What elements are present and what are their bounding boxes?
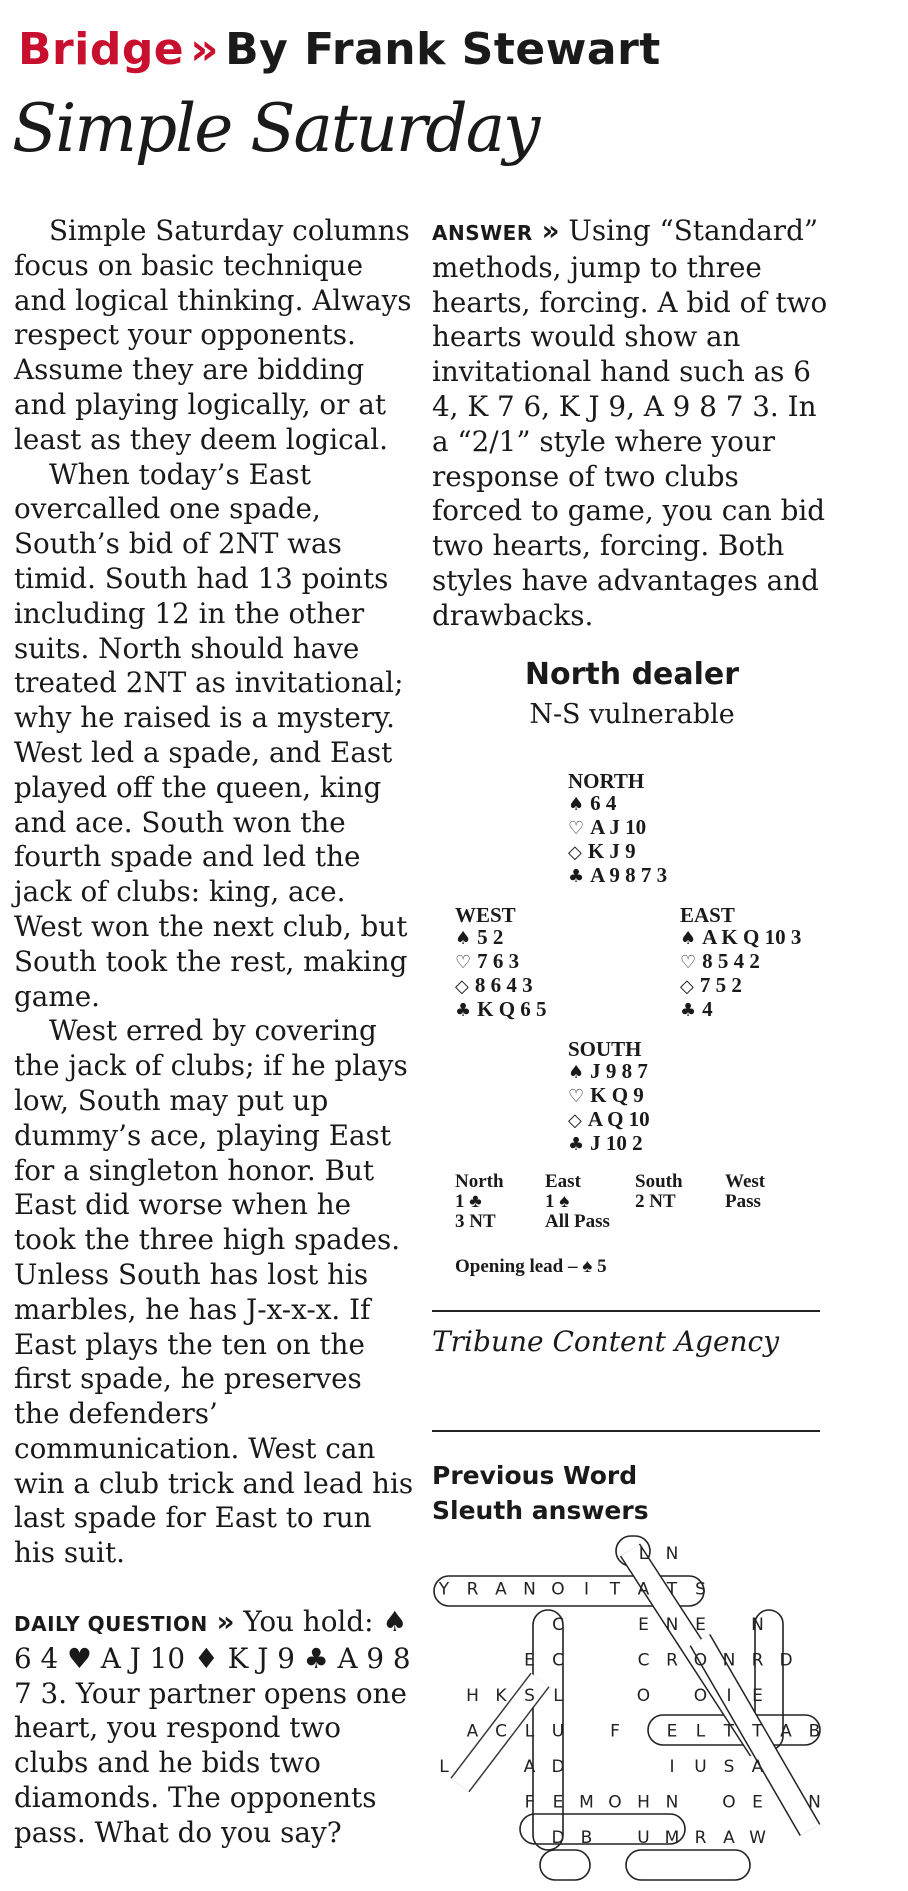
divider [432, 1430, 820, 1432]
clubs-holding: 4 [702, 997, 713, 1021]
puzzle-letter: N [808, 1792, 821, 1813]
diamond-icon: ◇ [568, 1110, 582, 1131]
section-label: Bridge [18, 24, 185, 75]
puzzle-letter: A [723, 1828, 735, 1848]
hand-north [568, 770, 667, 888]
header [12, 22, 661, 167]
word-sleuth-grid [430, 1530, 830, 1891]
auction-bid [725, 1212, 815, 1232]
answer [432, 214, 832, 634]
hand-south [568, 1038, 650, 1156]
word-sleuth-title-line2: Sleuth answers [432, 1496, 649, 1525]
heart-icon: ♡ [568, 818, 585, 839]
spades-holding: J 9 8 7 [590, 1059, 648, 1083]
question-chevron: » [216, 1605, 235, 1639]
auction-header: South [635, 1171, 683, 1192]
auction-header: North [455, 1171, 504, 1192]
auction-row [455, 1192, 815, 1212]
puzzle-letters [438, 1544, 821, 1848]
spades-holding: 6 4 [590, 791, 617, 815]
paragraph-3: West erred by covering the jack of clubs; if he plays low, South may put up dummy’s ace, playing East for a singleton honor. But East did worse when he took the three high spades. Unless South has lost his marbles, he has J-x-x-x. If East plays the ten on the first spade, he preserves the defenders’ communication. West can win a club trick and lead his last spade for East to run his suit. [14, 1014, 414, 1570]
auction-header: West [725, 1171, 766, 1192]
puzzle-letter: E [752, 1686, 763, 1706]
clubs-holding: A 9 8 7 3 [590, 863, 668, 887]
vulnerability: N-S vulnerable [529, 699, 735, 730]
club-icon: ♣ [455, 1000, 472, 1021]
puzzle-letter: D [551, 1757, 565, 1777]
puzzle-letter: A [466, 1721, 479, 1742]
puzzle-letter: H [637, 1792, 650, 1813]
puzzle-letter: B [808, 1721, 821, 1742]
puzzle-letter: E [638, 1615, 649, 1635]
puzzle-letter: E [666, 1721, 678, 1742]
answer-loop [626, 1850, 750, 1880]
auction-row [455, 1212, 815, 1232]
puzzle-letter: U [551, 1721, 565, 1742]
puzzle-letter: D [551, 1828, 565, 1848]
auction-bid: 2 NT [635, 1191, 676, 1212]
heart-icon: ♡ [455, 952, 472, 973]
hand-east [680, 904, 801, 1022]
diamonds-holding: 8 6 4 3 [474, 973, 533, 997]
question-text: You hold: ♠ 6 4 ♥ A J 10 ♦ K J 9 ♣ A 9 8 7 3. Your partner opens one heart, you respond two clubs and he bids two diamonds. The opponents pass. What do you say? [14, 1605, 411, 1849]
puzzle-letter: F [610, 1721, 620, 1742]
diamond-icon: ◇ [680, 976, 694, 997]
puzzle-letter: L [638, 1544, 649, 1564]
puzzle-letter: H [466, 1686, 479, 1706]
puzzle-letter: M [579, 1792, 594, 1813]
hearts-holding: 8 5 4 2 [702, 949, 760, 973]
puzzle-letter: O [551, 1579, 565, 1600]
auction-bid: 1 ♣ [455, 1191, 482, 1212]
puzzle-letter: N [751, 1615, 764, 1635]
heart-icon: ♡ [568, 1086, 585, 1107]
puzzle-letter: O [693, 1686, 708, 1706]
diamond-icon: ◇ [568, 842, 582, 863]
puzzle-letter: L [524, 1721, 535, 1742]
answer-loop [540, 1850, 590, 1880]
puzzle-letter: C [552, 1650, 564, 1671]
puzzle-letter: A [637, 1579, 650, 1600]
kicker [18, 22, 661, 78]
club-icon: ♣ [568, 866, 585, 887]
puzzle-letter: C [495, 1721, 507, 1742]
page-title: Simple Saturday [12, 90, 539, 167]
puzzle-letter: R [694, 1828, 707, 1848]
puzzle-letter: C [637, 1650, 650, 1671]
opening-lead: Opening lead – ♠ 5 [455, 1256, 607, 1277]
hand-west [455, 904, 547, 1022]
deal-info [432, 655, 832, 733]
puzzle-letter: A [751, 1757, 764, 1777]
auction-bid: 3 NT [455, 1211, 496, 1232]
puzzle-letter: R [751, 1650, 764, 1671]
puzzle-letter: I [669, 1757, 675, 1777]
puzzle-letter: N [665, 1544, 679, 1564]
puzzle-letter: E [524, 1650, 535, 1671]
diamonds-holding: K J 9 [587, 839, 636, 863]
puzzle-letter: O [693, 1650, 708, 1671]
puzzle-letter: U [694, 1757, 707, 1777]
puzzle-letter: F [524, 1792, 535, 1813]
puzzle-letter: N [665, 1615, 679, 1635]
spade-icon: ♠ [455, 928, 472, 949]
answer-chevron: » [541, 214, 560, 247]
paragraph-2: When today’s East overcalled one spade, South’s bid of 2NT was timid. South had 13 points including 12 in the other suits. North should have treated 2NT as invitational; why he raised is a mystery. West led a spade, and East played off the queen, king and ace. South won the fourth spade and led the jack of clubs: king, ace. West won the next club, but South took the rest, making game. [14, 457, 408, 1013]
auction-header-row [455, 1172, 815, 1192]
divider [432, 1310, 820, 1312]
puzzle-letter: I [726, 1686, 732, 1706]
answer-text: Using “Standard” methods, jump to three hearts, forcing. A bid of two hearts would show an invitational hand such as 6 4, K 7 6, K J 9, A 9 8 7 3. In a “2/1” style where your response of two clubs forced to game, you can bid two hearts, forcing. Both styles have advantages and drawbacks. [432, 214, 828, 632]
word-sleuth-title-line1: Previous Word [432, 1461, 638, 1490]
byline: By Frank Stewart [225, 24, 661, 75]
hand-label: WEST [455, 903, 516, 927]
puzzle-letter: N [722, 1650, 736, 1671]
puzzle-letter: L [439, 1757, 449, 1777]
hearts-holding: 7 6 3 [477, 949, 520, 973]
auction-table [455, 1172, 815, 1232]
puzzle-letter: T [723, 1721, 735, 1742]
puzzle-letter: W [749, 1828, 766, 1848]
hand-label: EAST [680, 903, 735, 927]
puzzle-letter: I [583, 1579, 590, 1600]
heart-icon: ♡ [680, 952, 697, 973]
diamond-icon: ◇ [455, 976, 469, 997]
puzzle-letter: C [552, 1615, 564, 1635]
clubs-holding: K Q 6 5 [477, 997, 547, 1021]
word-sleuth-title [432, 1458, 649, 1528]
answer-loop [520, 1814, 685, 1844]
puzzle-letter: S [723, 1757, 735, 1777]
answer-loop [530, 1550, 640, 1690]
paragraph-1: Simple Saturday columns focus on basic technique and logical thinking. Always respect your opponents. Assume they are bidding and playing logically, or at least as they deem logical. [14, 214, 412, 456]
puzzle-letter: O [636, 1686, 651, 1706]
puzzle-letter: A [523, 1757, 536, 1777]
hand-label: SOUTH [568, 1037, 642, 1061]
dealer: North dealer [524, 657, 740, 692]
puzzle-letter: E [752, 1792, 763, 1813]
puzzle-letter: Y [438, 1579, 450, 1600]
question-heading: DAILY QUESTION [14, 1612, 208, 1637]
puzzle-letter: T [666, 1579, 678, 1600]
puzzle-letter: M [664, 1828, 680, 1848]
puzzle-letter: O [722, 1792, 736, 1813]
puzzle-letter: T [752, 1721, 763, 1742]
puzzle-letter: T [609, 1579, 621, 1600]
puzzle-letter: N [523, 1579, 536, 1600]
hearts-holding: K Q 9 [590, 1083, 644, 1107]
auction-bid: All Pass [545, 1211, 610, 1232]
puzzle-letter: S [695, 1579, 706, 1600]
auction-bid [635, 1212, 725, 1232]
article-left-column [14, 214, 414, 1851]
auction-bid: 1 ♠ [545, 1191, 570, 1212]
daily-question [14, 1605, 414, 1851]
puzzle-letter: D [779, 1650, 793, 1671]
puzzle-letter: K [495, 1686, 507, 1706]
puzzle-letter: E [552, 1792, 564, 1813]
article-right-column [432, 214, 832, 634]
credit: Tribune Content Agency [432, 1325, 780, 1358]
clubs-holding: J 10 2 [590, 1131, 643, 1155]
puzzle-letter: A [780, 1721, 792, 1742]
puzzle-letter: B [580, 1828, 593, 1848]
diamonds-holding: A Q 10 [587, 1107, 650, 1131]
puzzle-letter: S [524, 1686, 535, 1706]
spades-holding: A K Q 10 3 [702, 925, 802, 949]
club-icon: ♣ [680, 1000, 697, 1021]
puzzle-letter: R [466, 1579, 479, 1600]
puzzle-letter: U [637, 1828, 650, 1848]
puzzle-letter: E [695, 1615, 706, 1635]
puzzle-letter: A [495, 1579, 507, 1600]
spade-icon: ♠ [680, 928, 697, 949]
spades-holding: 5 2 [477, 925, 504, 949]
hand-label: NORTH [568, 769, 645, 793]
puzzle-letter: L [553, 1686, 563, 1706]
puzzle-letter: R [666, 1650, 678, 1671]
club-icon: ♣ [568, 1134, 585, 1155]
puzzle-letter: N [665, 1792, 679, 1813]
auction-header: East [545, 1171, 581, 1192]
spade-icon: ♠ [568, 794, 585, 815]
puzzle-letter: L [695, 1721, 706, 1742]
auction-bid: Pass [725, 1191, 761, 1212]
hearts-holding: A J 10 [590, 815, 647, 839]
puzzle-letter: O [608, 1792, 622, 1813]
answer-heading: ANSWER [432, 221, 533, 245]
spade-icon: ♠ [568, 1062, 585, 1083]
diamonds-holding: 7 5 2 [699, 973, 742, 997]
section-chevron: » [190, 24, 220, 75]
